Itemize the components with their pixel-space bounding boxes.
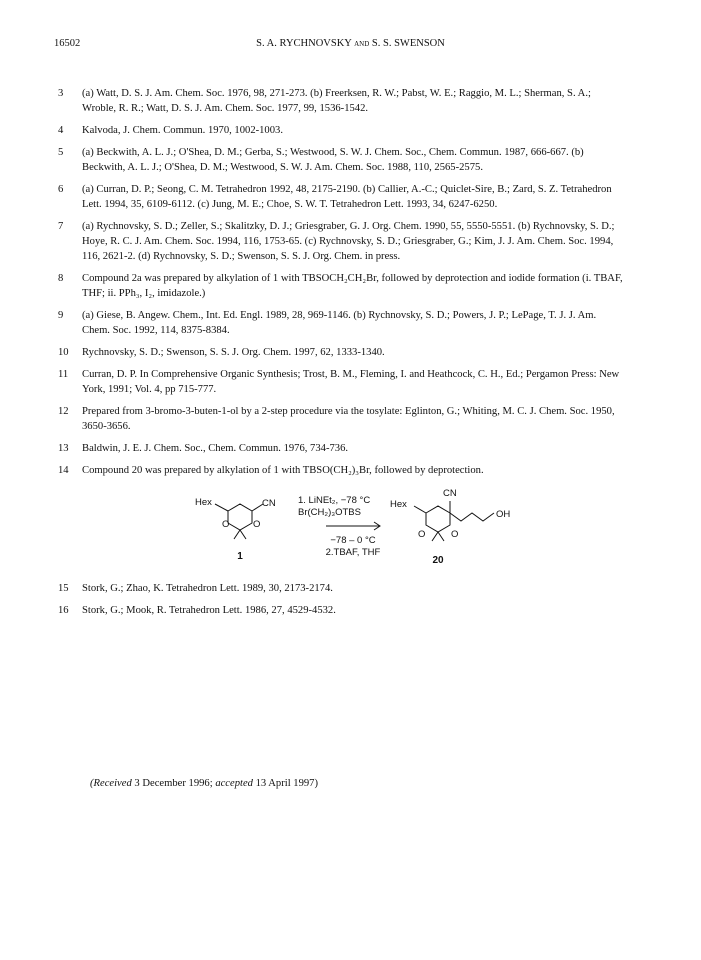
reference-number: 16 bbox=[58, 605, 69, 616]
reference-item bbox=[58, 182, 626, 212]
references-list bbox=[58, 86, 626, 625]
reference-item bbox=[58, 123, 626, 138]
reference-text: Stork, G.; Zhao, K. Tetrahedron Lett. 1989, 30, 2173-2174. bbox=[82, 583, 333, 594]
reference-text: Baldwin, J. E. J. Chem. Soc., Chem. Commun. 1976, 734-736. bbox=[82, 443, 349, 454]
accepted-label: accepted bbox=[215, 778, 253, 789]
reference-number: 3 bbox=[58, 88, 64, 99]
reference-number: 9 bbox=[58, 310, 64, 321]
sm-hex-label: Hex bbox=[195, 497, 212, 508]
reference-item bbox=[58, 463, 626, 478]
reagent-step1b: Br(CH₂)₃OTBS bbox=[298, 507, 361, 518]
reference-text: (a) Giese, B. Angew. Chem., Int. Ed. Engl. 1989, 28, 969-1146. (b) Rychnovsky, S. D.; Powers, J. P.; LePage, T. J. J. Am. Chem. Soc. 1992, 114, 8375-8384. bbox=[82, 310, 597, 336]
pr-oh-label: OH bbox=[496, 509, 511, 520]
pr-bond bbox=[426, 506, 450, 532]
reference-item bbox=[58, 308, 626, 338]
received-label: (Received bbox=[90, 778, 132, 789]
accepted-date: 13 April 1997) bbox=[255, 778, 319, 789]
reference-text: Rychnovsky, S. D.; Swenson, S. S. J. Org. Chem. 1997, 62, 1333-1340. bbox=[82, 347, 385, 358]
reference-item bbox=[58, 145, 626, 175]
page-number: 16502 bbox=[54, 38, 81, 49]
reference-number: 13 bbox=[58, 443, 69, 454]
reference-text: Prepared from 3-bromo-3-buten-1-ol by a 2-step procedure via the tosylate: Eglinton, G.; Whiting, M. C. J. Chem. Soc. 1950, 3650-3656. bbox=[82, 406, 615, 432]
pr-bond bbox=[414, 506, 426, 513]
running-authors: S. A. RYCHNOVSKY and S. S. SWENSON bbox=[256, 38, 445, 49]
reference-number: 11 bbox=[58, 369, 69, 380]
reference-number: 5 bbox=[58, 147, 64, 158]
pr-cn-label: CN bbox=[443, 488, 457, 499]
received-date: 3 December 1996; bbox=[134, 778, 213, 789]
reference-number: 12 bbox=[58, 406, 69, 417]
pr-o1-label: O bbox=[418, 529, 426, 540]
reference-number: 15 bbox=[58, 583, 69, 594]
reference-text: Stork, G.; Mook, R. Tetrahedron Lett. 1986, 27, 4529-4532. bbox=[82, 605, 336, 616]
reaction-scheme bbox=[58, 485, 626, 573]
reference-text: Curran, D. P. In Comprehensive Organic Synthesis; Trost, B. M., Fleming, I. and Heathcock, C. H., Ed.; Pergamon Press: New York, 1991; Vol. 4, pp 715-777. bbox=[82, 369, 620, 395]
reagent-step2: −78 – 0 °C bbox=[330, 535, 376, 546]
running-header bbox=[54, 38, 647, 52]
reference-text: (a) Beckwith, A. L. J.; O'Shea, D. M.; Gerba, S.; Westwood, S. W. J. Chem. Soc., Chem. Commun. 1987, 666-667. (b) Beckwith, A. L. J.; O'Shea, D. M.; Westwood, S. W. J. Am. Chem. Soc. 1988, 110, 2565-2575. bbox=[82, 147, 584, 173]
reference-item bbox=[58, 86, 626, 116]
received-line bbox=[90, 778, 318, 789]
sm-compound-label: 1 bbox=[237, 551, 243, 562]
reference-number: 4 bbox=[58, 125, 64, 136]
reference-item bbox=[58, 219, 626, 264]
reference-text: (a) Rychnovsky, S. D.; Zeller, S.; Skalitzky, D. J.; Griesgraber, G. J. Org. Chem. 1990, 55, 5550-5551. (b) Rychnovsky, S. D.; Hoye, R. C. J. Am. Chem. Soc. 1994, 116, 1753-65. (c) Rychnovsky, S. D.; Griesgraber, G.; Kim, J. J. Am. Chem. Soc. 1994, 116, 2621-2. (d) Rychnovsky, S. D.; Swenson, S. S. J. Org. Chem. in press. bbox=[82, 221, 615, 262]
pr-hex-label: Hex bbox=[390, 499, 407, 510]
reference-item bbox=[58, 404, 626, 434]
reagent-step2b: 2.TBAF, THF bbox=[325, 547, 381, 558]
reference-item bbox=[58, 271, 626, 301]
pr-bond bbox=[432, 532, 444, 541]
reference-item bbox=[58, 367, 626, 397]
reference-number: 10 bbox=[58, 347, 69, 358]
reference-text: (a) Curran, D. P.; Seong, C. M. Tetrahedron 1992, 48, 2175-2190. (b) Callier, A.-C.; Quiclet-Sire, B.; Zard, S. Z. Tetrahedron Lett. 1994, 35, 6109-6112. (c) Jung, M. E.; Choe, S. W. T. Tetrahedron Lett. 1993, 34, 6247-6250. bbox=[82, 184, 612, 210]
scheme-drawing bbox=[58, 485, 626, 573]
reference-number: 14 bbox=[58, 465, 69, 476]
reference-item bbox=[58, 603, 626, 618]
pr-compound-label: 20 bbox=[432, 555, 444, 566]
pr-o2-label: O bbox=[451, 529, 459, 540]
reference-item bbox=[58, 581, 626, 596]
pr-bond bbox=[450, 513, 494, 521]
reference-text: Compound 20 was prepared by alkylation of 1 with TBSO(CH₂)₃Br, followed by deprotection. bbox=[82, 465, 484, 476]
sm-bond bbox=[215, 504, 228, 511]
reference-text: Compound 2a was prepared by alkylation of 1 with TBSOCH₂CH₂Br, followed by deprotection and iodide formation (i. TBAF, THF; ii. PPh₃, I₂, imidazole.) bbox=[82, 273, 623, 299]
reference-item bbox=[58, 441, 626, 456]
reference-number: 8 bbox=[58, 273, 64, 284]
reference-number: 7 bbox=[58, 221, 64, 232]
sm-bond bbox=[234, 530, 246, 539]
reagent-step1: 1. LiNEt₂, −78 °C bbox=[298, 495, 371, 506]
sm-cn-label: CN bbox=[262, 498, 276, 509]
reference-item bbox=[58, 345, 626, 360]
sm-bond bbox=[228, 504, 252, 530]
sm-o1-label: O bbox=[222, 519, 230, 530]
reference-text: Kalvoda, J. Chem. Commun. 1970, 1002-1003. bbox=[82, 125, 283, 136]
reference-number: 6 bbox=[58, 184, 64, 195]
reference-text: (a) Watt, D. S. J. Am. Chem. Soc. 1976, 98, 271-273. (b) Freerksen, R. W.; Pabst, W. E.; Raggio, M. L.; Sherman, S. A.; Wroble, R. R.; Watt, D. S. J. Am. Chem. Soc. 1977, 99, 1536-1542. bbox=[82, 88, 591, 114]
sm-o2-label: O bbox=[253, 519, 261, 530]
